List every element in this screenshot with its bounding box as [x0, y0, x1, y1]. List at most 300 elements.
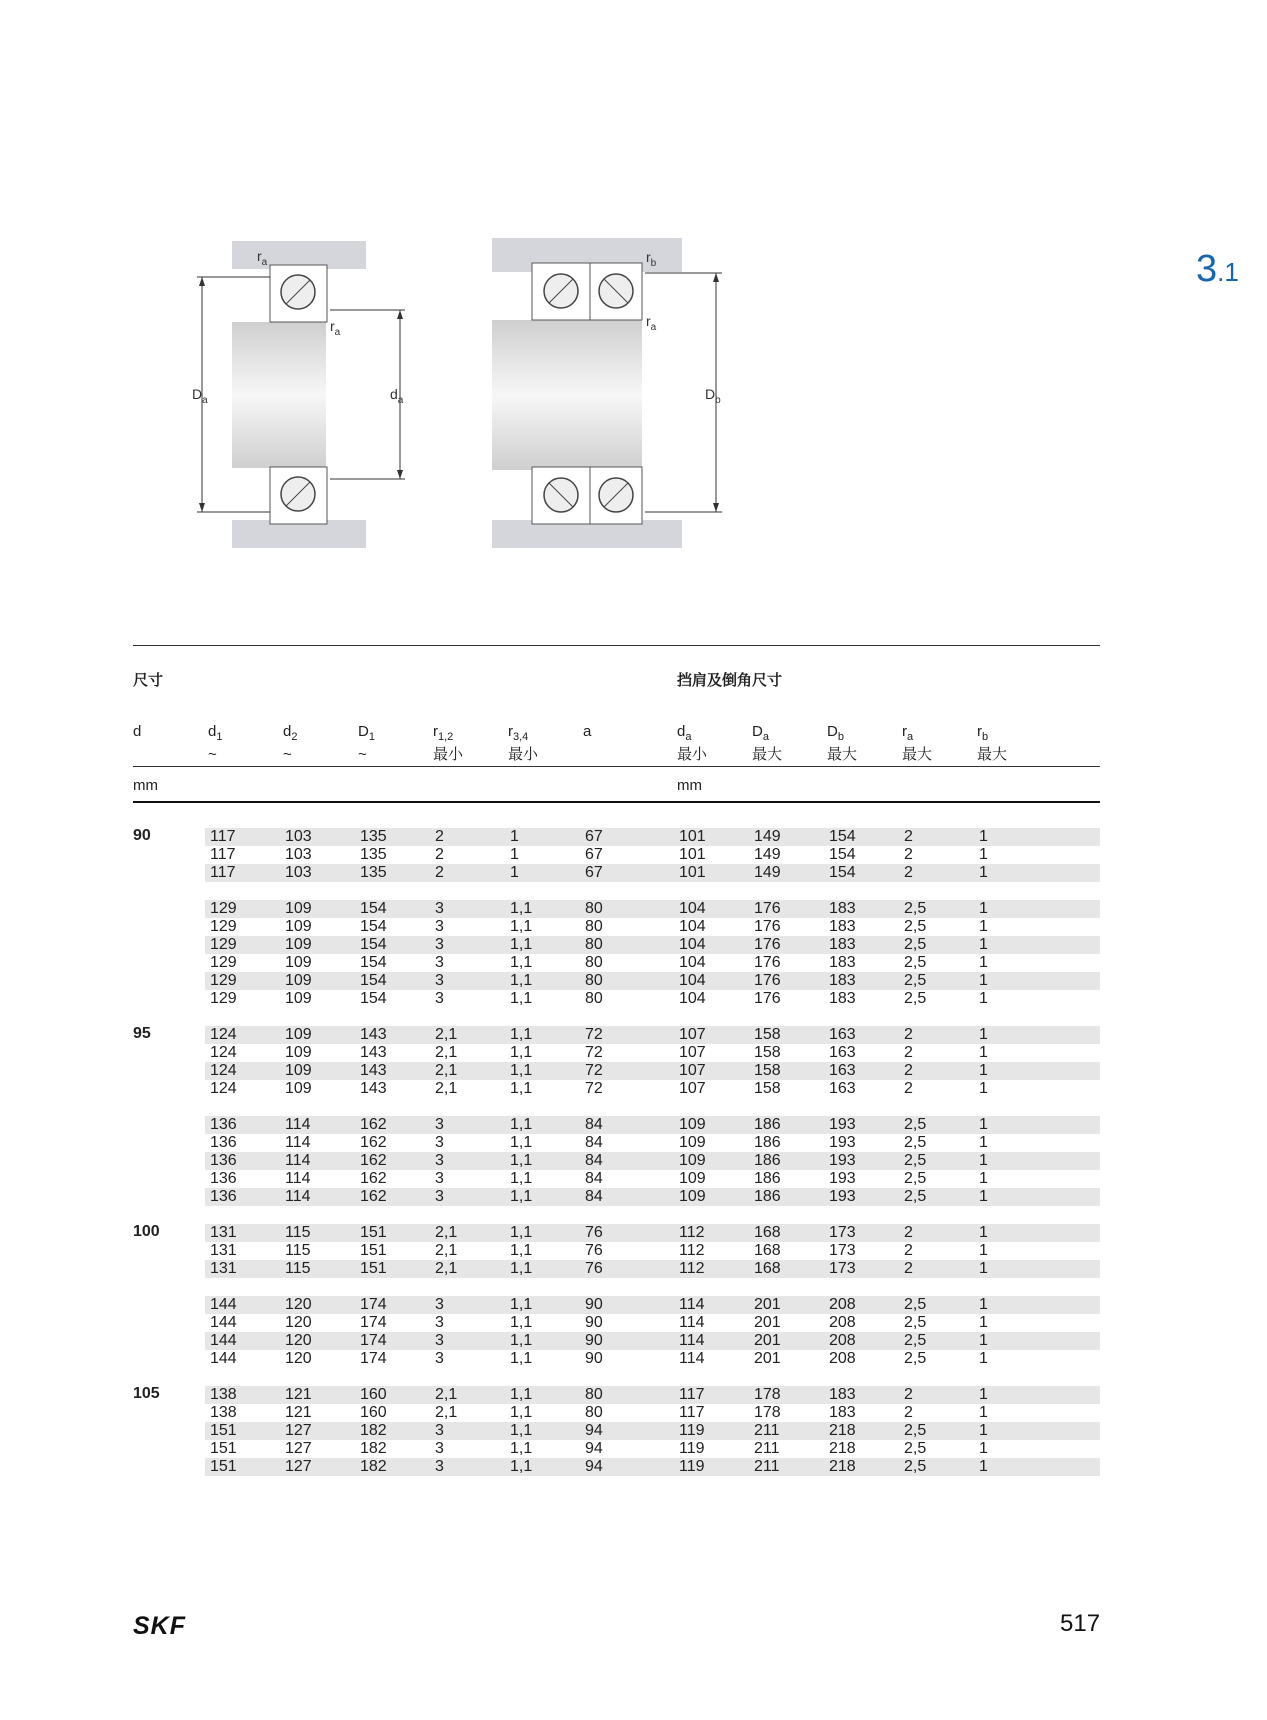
table-cell: 218	[829, 1422, 856, 1439]
table-cell: 109	[285, 1026, 312, 1043]
table-cell: 2,5	[904, 1134, 927, 1151]
table-cell: 80	[585, 990, 603, 1007]
bore-diameter-label: 95	[133, 1025, 151, 1042]
table-cell: 120	[285, 1332, 312, 1349]
table-cell: 1	[510, 828, 519, 845]
table-cell: 76	[585, 1242, 603, 1259]
table-cell: 201	[754, 1314, 781, 1331]
table-row	[205, 1224, 1100, 1242]
table-cell: 3	[435, 1458, 444, 1475]
table-cell: 114	[679, 1296, 705, 1313]
table-cell: 218	[829, 1458, 856, 1475]
table-cell: 160	[360, 1386, 387, 1403]
table-cell: 1	[510, 846, 519, 863]
table-cell: 1,1	[510, 1440, 533, 1457]
table-cell: 1	[979, 990, 988, 1007]
table-row	[205, 1242, 1100, 1260]
table-cell: 1,1	[510, 1080, 533, 1097]
table-cell: 109	[679, 1170, 706, 1187]
table-cell: 131	[210, 1260, 237, 1277]
table-cell: 80	[585, 936, 603, 953]
table-row	[205, 1458, 1100, 1476]
table-cell: 183	[829, 954, 856, 971]
column-header: a	[583, 723, 592, 740]
table-cell: 2,1	[435, 1386, 458, 1403]
table-cell: 211	[754, 1458, 780, 1475]
table-cell: 186	[754, 1116, 781, 1133]
table-cell: 154	[360, 918, 387, 935]
table-cell: 2	[435, 864, 444, 881]
table-cell: 138	[210, 1404, 237, 1421]
table-cell: 120	[285, 1350, 312, 1367]
table-cell: 2,1	[435, 1224, 458, 1241]
table-row	[205, 1134, 1100, 1152]
table-cell: 1,1	[510, 1026, 533, 1043]
table-cell: 2,1	[435, 1242, 458, 1259]
table-cell: 193	[829, 1188, 856, 1205]
table-cell: 1,1	[510, 1116, 533, 1133]
table-cell: 114	[285, 1170, 311, 1187]
table-row	[205, 990, 1100, 1008]
Da-label: $D_a$	[192, 386, 208, 406]
table-cell: 211	[754, 1440, 780, 1457]
table-cell: 2	[904, 864, 913, 881]
table-cell: 2,5	[904, 1422, 927, 1439]
table-cell: 143	[360, 1080, 387, 1097]
table-cell: 3	[435, 1296, 444, 1313]
table-cell: 168	[754, 1260, 781, 1277]
table-cell: 1,1	[510, 1314, 533, 1331]
table-cell: 80	[585, 1404, 603, 1421]
table-cell: 163	[829, 1080, 856, 1097]
unit-label-dimensions: mm	[133, 777, 158, 794]
column-header: $r_{1,2}$ 最小	[433, 723, 464, 763]
table-cell: 1,1	[510, 900, 533, 917]
table-row	[205, 1440, 1100, 1458]
table-cell: 2,1	[435, 1404, 458, 1421]
table-cell: 3	[435, 918, 444, 935]
table-cell: 1	[979, 1116, 988, 1133]
table-cell: 3	[435, 1188, 444, 1205]
table-cell: 2	[904, 828, 913, 845]
table-cell: 80	[585, 1386, 603, 1403]
table-cell: 1,1	[510, 954, 533, 971]
table-cell: 183	[829, 900, 856, 917]
table-cell: 109	[285, 918, 312, 935]
table-cell: 154	[360, 954, 387, 971]
table-cell: 1,1	[510, 1332, 533, 1349]
table-cell: 144	[210, 1350, 237, 1367]
table-cell: 174	[360, 1332, 387, 1349]
table-cell: 1	[979, 1296, 988, 1313]
table-cell: 67	[585, 846, 603, 863]
table-cell: 129	[210, 972, 237, 989]
table-row	[205, 1422, 1100, 1440]
table-cell: 201	[754, 1332, 781, 1349]
table-cell: 72	[585, 1026, 603, 1043]
table-cell: 162	[360, 1170, 387, 1187]
table-cell: 109	[679, 1188, 706, 1205]
table-cell: 1	[979, 846, 988, 863]
table-cell: 173	[829, 1242, 856, 1259]
table-cell: 84	[585, 1188, 603, 1205]
table-cell: 2	[904, 846, 913, 863]
table-cell: 3	[435, 900, 444, 917]
table-cell: 67	[585, 828, 603, 845]
table-row	[205, 1044, 1100, 1062]
table-row	[205, 1152, 1100, 1170]
table-cell: 109	[679, 1134, 706, 1151]
table-cell: 3	[435, 954, 444, 971]
table-cell: 182	[360, 1422, 387, 1439]
table-cell: 1	[979, 1260, 988, 1277]
table-cell: 127	[285, 1422, 312, 1439]
table-cell: 2	[435, 846, 444, 863]
table-cell: 84	[585, 1170, 603, 1187]
table-cell: 136	[210, 1170, 237, 1187]
table-row	[205, 1188, 1100, 1206]
table-cell: 2,5	[904, 900, 927, 917]
column-header: $d_a$ 最小	[677, 723, 708, 763]
table-cell: 2	[904, 1062, 913, 1079]
table-cell: 124	[210, 1044, 237, 1061]
table-cell: 2,5	[904, 1314, 927, 1331]
table-cell: 1,1	[510, 1422, 533, 1439]
table-cell: 2,5	[904, 936, 927, 953]
table-cell: 2,5	[904, 1440, 927, 1457]
table-cell: 1,1	[510, 1404, 533, 1421]
table-cell: 109	[679, 1116, 706, 1133]
table-cell: 109	[285, 936, 312, 953]
table-cell: 3	[435, 1314, 444, 1331]
table-cell: 109	[285, 1044, 312, 1061]
table-cell: 84	[585, 1116, 603, 1133]
table-cell: 151	[360, 1260, 387, 1277]
table-cell: 127	[285, 1440, 312, 1457]
table-cell: 109	[285, 1080, 312, 1097]
table-cell: 162	[360, 1116, 387, 1133]
table-cell: 2,5	[904, 1296, 927, 1313]
table-cell: 1	[979, 936, 988, 953]
table-cell: 114	[679, 1314, 705, 1331]
table-cell: 1	[979, 864, 988, 881]
table-cell: 1	[979, 1440, 988, 1457]
column-header: $r_a$ 最大	[902, 723, 933, 763]
table-cell: 2	[904, 1224, 913, 1241]
table-cell: 107	[679, 1044, 706, 1061]
table-cell: 154	[829, 864, 856, 881]
column-header: $D_1$ ~	[358, 723, 375, 763]
table-cell: 1,1	[510, 1188, 533, 1205]
table-cell: 178	[754, 1404, 781, 1421]
table-cell: 2,5	[904, 1170, 927, 1187]
table-cell: 1	[979, 828, 988, 845]
Db-label: $D_b$	[705, 386, 721, 406]
table-cell: 121	[285, 1386, 312, 1403]
table-cell: 2,5	[904, 1458, 927, 1475]
table-cell: 109	[285, 972, 312, 989]
table-cell: 2	[904, 1044, 913, 1061]
table-cell: 104	[679, 972, 706, 989]
table-cell: 2	[904, 1386, 913, 1403]
table-cell: 2,5	[904, 1332, 927, 1349]
table-cell: 114	[285, 1116, 311, 1133]
table-cell: 90	[585, 1296, 603, 1313]
table-cell: 211	[754, 1422, 780, 1439]
table-cell: 3	[435, 1332, 444, 1349]
table-cell: 193	[829, 1134, 856, 1151]
table-cell: 109	[285, 1062, 312, 1079]
table-cell: 1	[979, 1026, 988, 1043]
table-cell: 2	[904, 1260, 913, 1277]
table-cell: 193	[829, 1152, 856, 1169]
table-cell: 149	[754, 828, 781, 845]
table-row	[205, 1404, 1100, 1422]
table-cell: 1	[979, 1044, 988, 1061]
unit-label-abutment: mm	[677, 777, 702, 794]
table-cell: 120	[285, 1296, 312, 1313]
table-cell: 121	[285, 1404, 312, 1421]
table-row	[205, 1350, 1100, 1368]
column-header: $D_a$ 最大	[752, 723, 783, 763]
group-title-abutment: 挡肩及倒角尺寸	[677, 672, 783, 689]
table-cell: 149	[754, 864, 781, 881]
table-cell: 129	[210, 936, 237, 953]
table-cell: 160	[360, 1404, 387, 1421]
table-cell: 131	[210, 1242, 237, 1259]
table-cell: 101	[679, 828, 706, 845]
table-cell: 2	[904, 1404, 913, 1421]
table-cell: 119	[679, 1458, 705, 1475]
table-cell: 1	[510, 864, 519, 881]
table-cell: 114	[679, 1332, 705, 1349]
table-cell: 94	[585, 1458, 603, 1475]
table-cell: 129	[210, 954, 237, 971]
header-bottom-rule	[133, 801, 1100, 803]
table-cell: 2,5	[904, 954, 927, 971]
table-cell: 115	[285, 1242, 311, 1259]
table-cell: 131	[210, 1224, 237, 1241]
table-cell: 176	[754, 972, 781, 989]
table-cell: 201	[754, 1350, 781, 1367]
table-cell: 174	[360, 1296, 387, 1313]
bore-diameter-label: 105	[133, 1385, 160, 1402]
table-cell: 94	[585, 1440, 603, 1457]
paired-bearing-drawing	[492, 238, 722, 548]
da-label: $d_a$	[390, 386, 404, 406]
table-cell: 2	[435, 828, 444, 845]
table-cell: 174	[360, 1314, 387, 1331]
table-cell: 1,1	[510, 1134, 533, 1151]
table-cell: 1,1	[510, 972, 533, 989]
table-cell: 3	[435, 972, 444, 989]
table-cell: 1,1	[510, 1242, 533, 1259]
table-cell: 158	[754, 1062, 781, 1079]
table-cell: 2,5	[904, 1350, 927, 1367]
table-row	[205, 846, 1100, 864]
table-cell: 124	[210, 1026, 237, 1043]
table-cell: 158	[754, 1044, 781, 1061]
table-row	[205, 1296, 1100, 1314]
table-cell: 72	[585, 1044, 603, 1061]
table-cell: 154	[360, 972, 387, 989]
table-cell: 72	[585, 1062, 603, 1079]
table-row	[205, 1170, 1100, 1188]
table-cell: 1	[979, 1062, 988, 1079]
table-cell: 117	[210, 864, 236, 881]
table-cell: 201	[754, 1296, 781, 1313]
table-cell: 1,1	[510, 936, 533, 953]
table-cell: 154	[360, 990, 387, 1007]
table-cell: 101	[679, 864, 706, 881]
table-cell: 76	[585, 1224, 603, 1241]
table-cell: 1,1	[510, 1044, 533, 1061]
table-cell: 2,1	[435, 1044, 458, 1061]
table-cell: 1,1	[510, 918, 533, 935]
table-cell: 168	[754, 1242, 781, 1259]
page-number: 517	[1060, 1610, 1101, 1637]
column-header: $d_1$ ~	[208, 723, 223, 763]
table-cell: 1	[979, 1422, 988, 1439]
table-cell: 1	[979, 1152, 988, 1169]
table-cell: 1,1	[510, 1062, 533, 1079]
table-cell: 3	[435, 1134, 444, 1151]
table-cell: 1	[979, 1224, 988, 1241]
table-cell: 1	[979, 900, 988, 917]
table-row	[205, 1260, 1100, 1278]
table-cell: 1	[979, 1386, 988, 1403]
rb-label: $r_b$	[646, 249, 657, 269]
table-cell: 136	[210, 1116, 237, 1133]
table-cell: 124	[210, 1080, 237, 1097]
table-cell: 1	[979, 1350, 988, 1367]
table-row	[205, 900, 1100, 918]
table-cell: 138	[210, 1386, 237, 1403]
table-cell: 109	[285, 900, 312, 917]
table-cell: 151	[210, 1440, 237, 1457]
ra-label: $r_a$	[646, 313, 657, 333]
table-cell: 183	[829, 1404, 856, 1421]
table-cell: 173	[829, 1224, 856, 1241]
table-cell: 3	[435, 1440, 444, 1457]
table-row	[205, 936, 1100, 954]
table-cell: 80	[585, 918, 603, 935]
column-header: $d_2$ ~	[283, 723, 298, 763]
table-cell: 117	[679, 1404, 705, 1421]
table-cell: 162	[360, 1188, 387, 1205]
table-row	[205, 1332, 1100, 1350]
table-cell: 1	[979, 972, 988, 989]
table-cell: 3	[435, 1152, 444, 1169]
table-cell: 143	[360, 1044, 387, 1061]
table-top-rule	[133, 645, 1100, 646]
column-header: d	[133, 723, 142, 740]
table-cell: 144	[210, 1314, 237, 1331]
table-cell: 154	[360, 900, 387, 917]
table-cell: 158	[754, 1080, 781, 1097]
table-cell: 144	[210, 1296, 237, 1313]
table-cell: 1,1	[510, 1386, 533, 1403]
table-cell: 3	[435, 1350, 444, 1367]
table-cell: 1,1	[510, 1170, 533, 1187]
table-cell: 168	[754, 1224, 781, 1241]
table-cell: 1,1	[510, 990, 533, 1007]
table-cell: 163	[829, 1062, 856, 1079]
table-cell: 80	[585, 972, 603, 989]
table-cell: 1,1	[510, 1260, 533, 1277]
table-cell: 1	[979, 1332, 988, 1349]
table-row	[205, 1314, 1100, 1332]
bore-diameter-label: 100	[133, 1223, 160, 1240]
table-cell: 67	[585, 864, 603, 881]
table-cell: 114	[679, 1350, 705, 1367]
table-cell: 193	[829, 1116, 856, 1133]
table-cell: 3	[435, 1422, 444, 1439]
table-cell: 1	[979, 1404, 988, 1421]
table-row	[205, 864, 1100, 882]
table-cell: 103	[285, 864, 312, 881]
table-cell: 119	[679, 1440, 705, 1457]
table-row	[205, 1386, 1100, 1404]
ra-label: $r_a$	[257, 248, 268, 268]
table-cell: 178	[754, 1386, 781, 1403]
table-cell: 1,1	[510, 1152, 533, 1169]
table-cell: 154	[829, 828, 856, 845]
table-cell: 151	[360, 1242, 387, 1259]
bearing-mounting-drawings	[0, 0, 1267, 600]
table-cell: 186	[754, 1170, 781, 1187]
table-cell: 2,1	[435, 1062, 458, 1079]
table-cell: 151	[360, 1224, 387, 1241]
table-cell: 182	[360, 1440, 387, 1457]
table-cell: 2,5	[904, 972, 927, 989]
table-cell: 1	[979, 1170, 988, 1187]
table-cell: 127	[285, 1458, 312, 1475]
table-cell: 2,5	[904, 990, 927, 1007]
table-cell: 176	[754, 936, 781, 953]
table-cell: 162	[360, 1152, 387, 1169]
table-cell: 135	[360, 828, 387, 845]
table-cell: 2,1	[435, 1260, 458, 1277]
table-cell: 109	[285, 990, 312, 1007]
table-cell: 135	[360, 846, 387, 863]
table-cell: 163	[829, 1044, 856, 1061]
table-cell: 193	[829, 1170, 856, 1187]
group-title-dimensions: 尺寸	[133, 672, 164, 689]
table-row	[205, 828, 1100, 846]
skf-logo: SKF	[133, 1612, 186, 1640]
table-cell: 104	[679, 954, 706, 971]
single-bearing-drawing	[192, 241, 405, 548]
section-number: 3.1	[1196, 248, 1239, 290]
table-cell: 117	[210, 846, 236, 863]
table-cell: 208	[829, 1350, 856, 1367]
table-cell: 109	[679, 1152, 706, 1169]
table-cell: 1,1	[510, 1458, 533, 1475]
table-cell: 104	[679, 918, 706, 935]
table-cell: 1,1	[510, 1350, 533, 1367]
table-cell: 182	[360, 1458, 387, 1475]
table-cell: 2,5	[904, 1116, 927, 1133]
table-cell: 107	[679, 1080, 706, 1097]
table-cell: 176	[754, 918, 781, 935]
table-cell: 90	[585, 1350, 603, 1367]
table-cell: 151	[210, 1458, 237, 1475]
table-cell: 143	[360, 1026, 387, 1043]
table-cell: 1	[979, 918, 988, 935]
table-cell: 2,5	[904, 1152, 927, 1169]
table-cell: 107	[679, 1062, 706, 1079]
